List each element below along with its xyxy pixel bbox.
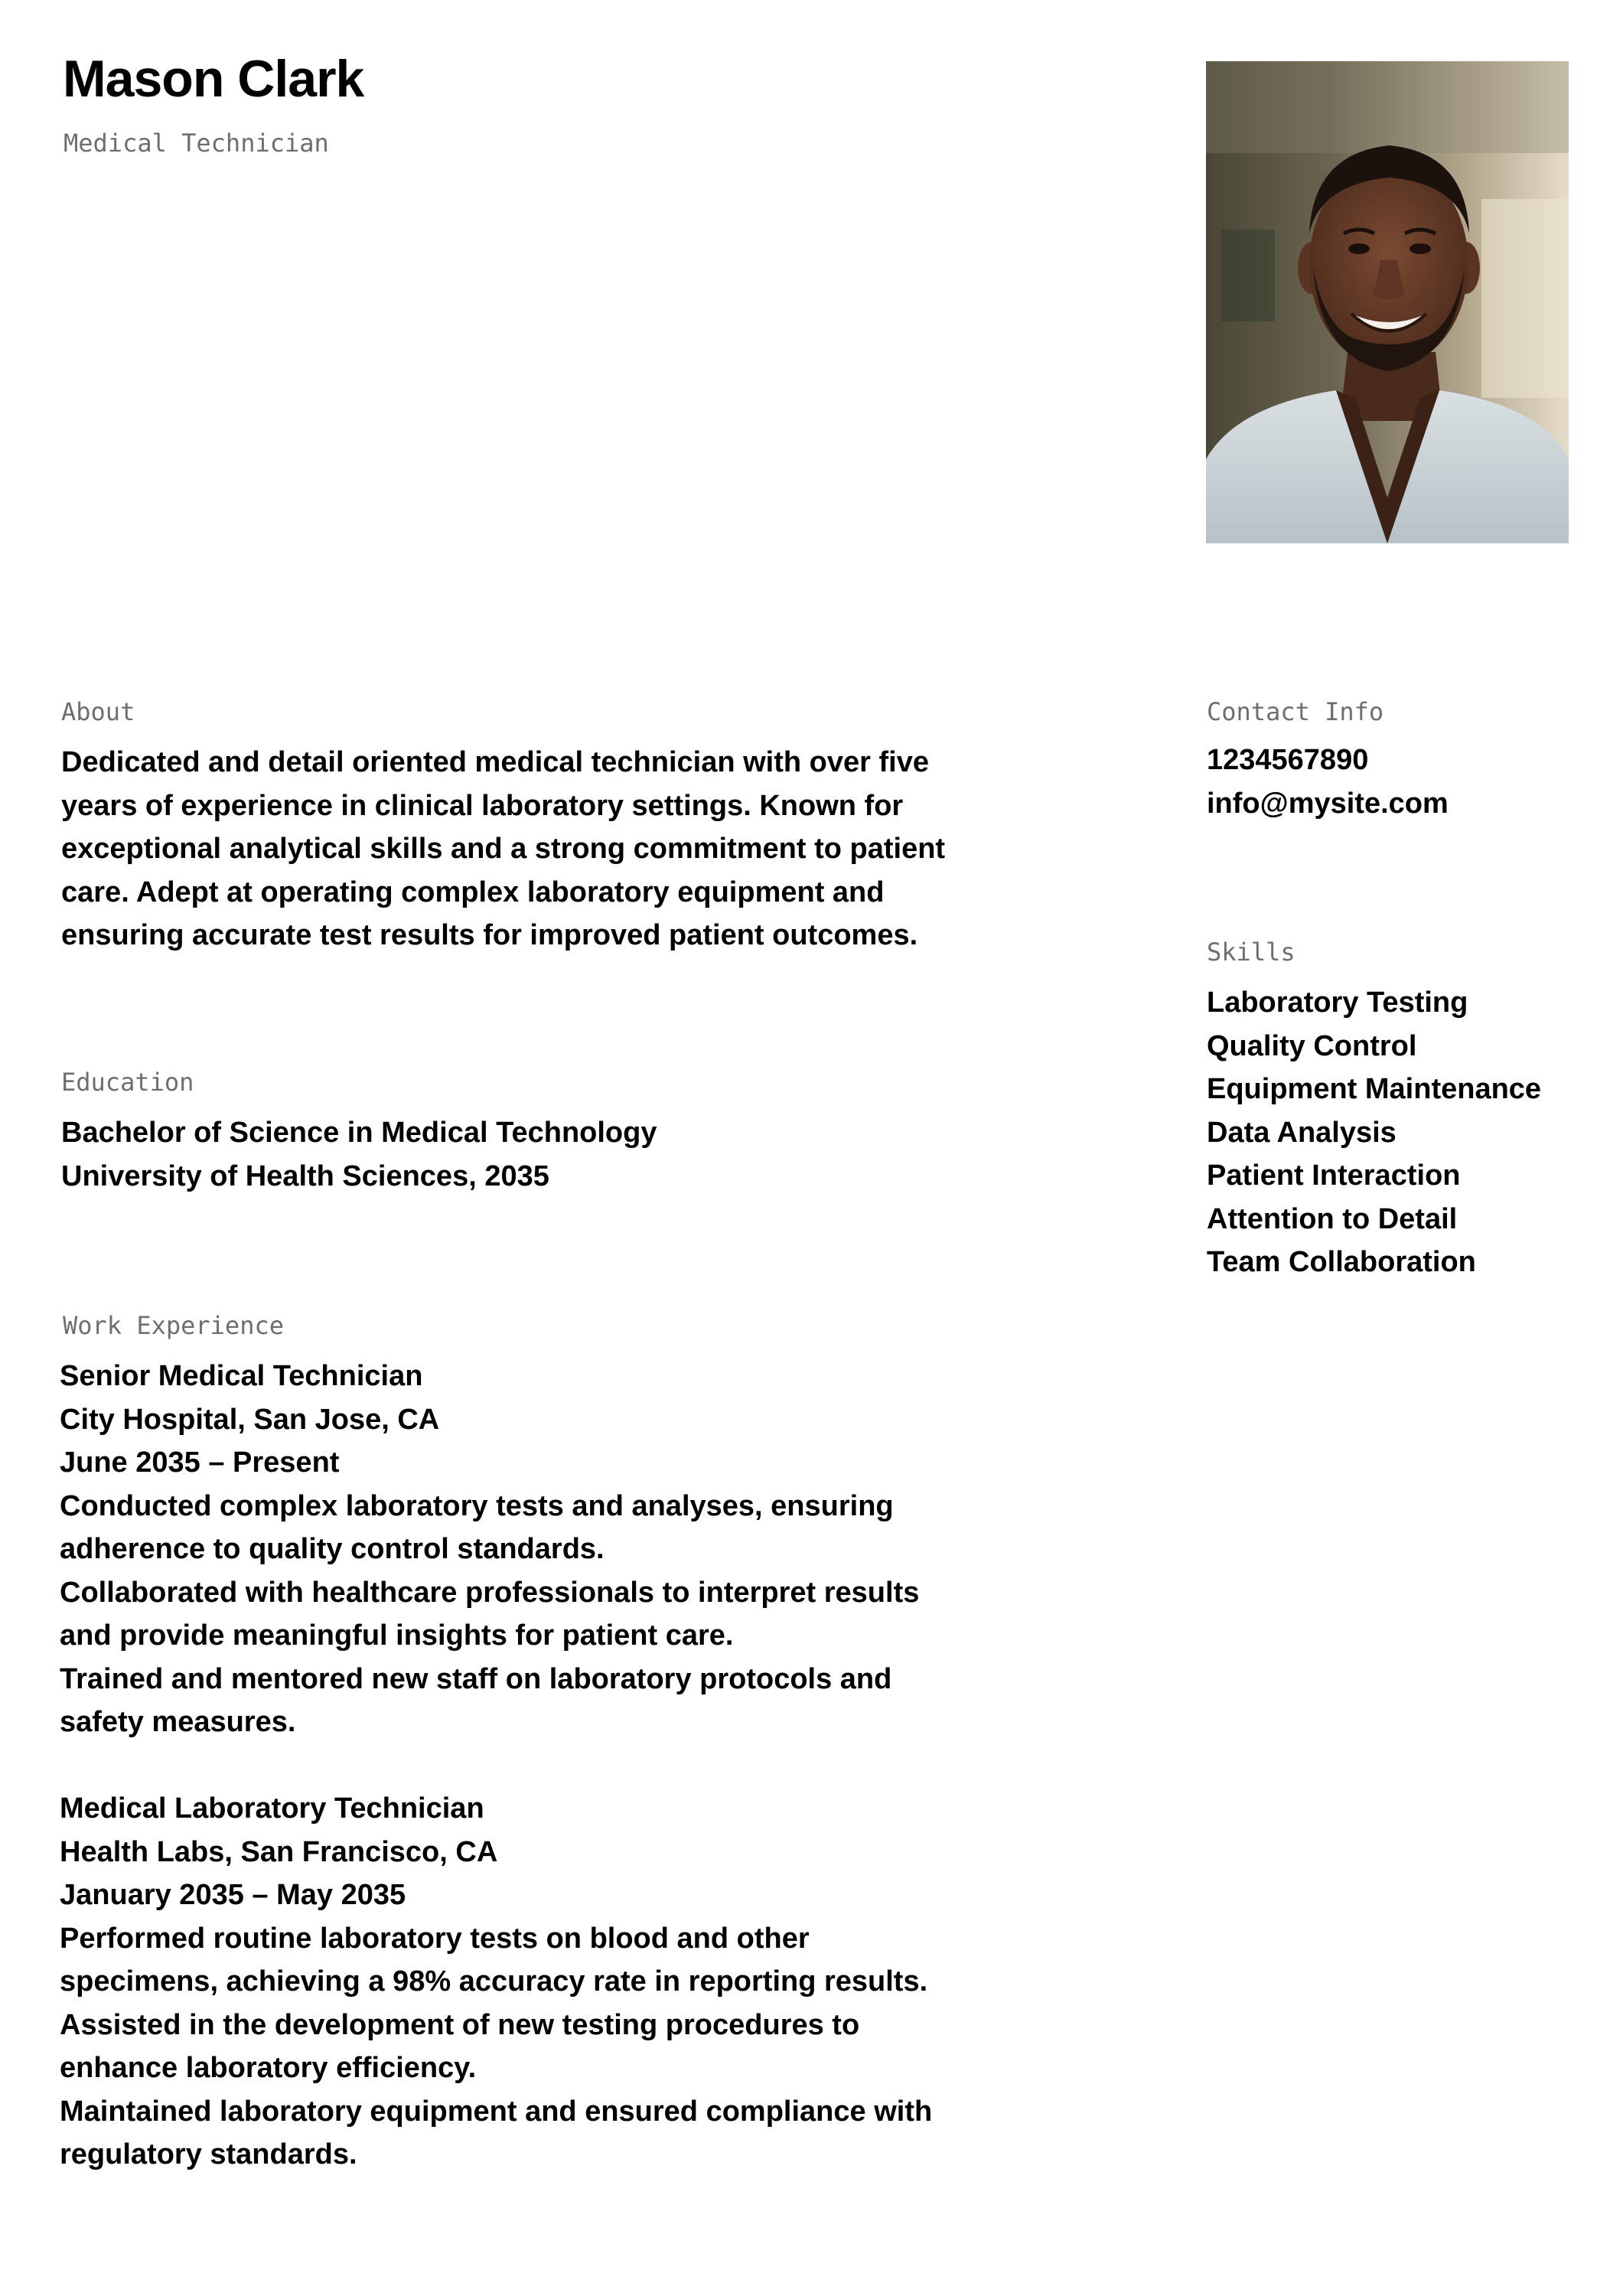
- job-dates: June 2035 – Present: [60, 1446, 340, 1479]
- skills-list: [1207, 981, 1541, 1284]
- contact-heading: Contact Info: [1207, 697, 1384, 726]
- job-bullet: adherence to quality control standards.: [60, 1533, 605, 1565]
- resume-name: Mason Clark: [63, 50, 364, 108]
- education-section: [61, 1111, 657, 1198]
- job-bullet: specimens, achieving a 98% accuracy rate in reporting results.: [60, 1965, 928, 1998]
- contact-email[interactable]: info@mysite.com: [1207, 787, 1449, 820]
- contact-phone[interactable]: 1234567890: [1207, 744, 1369, 776]
- education-school: University of Health Sciences, 2035: [61, 1159, 549, 1192]
- job-bullet: safety measures.: [60, 1706, 296, 1738]
- work-experience-section: [60, 1355, 932, 2177]
- profile-photo-image: [1206, 61, 1569, 543]
- job-bullet: Assisted in the development of new testing procedures to: [60, 2008, 860, 2041]
- about-text: Dedicated and detail oriented medical technician with over five years of experience in clinical laboratory settings. Known for exceptional analytical skills and a strong commitment to patient care. Adept at operating complex laboratory equipment and ensuring accurate test results for improved patient outcomes.: [61, 746, 946, 951]
- job-entry: [60, 1787, 932, 2177]
- job-company: Health Labs, San Francisco, CA: [60, 1835, 498, 1868]
- work-experience-heading: Work Experience: [63, 1311, 284, 1340]
- skill-item: Patient Interaction: [1207, 1159, 1461, 1192]
- skill-item: Laboratory Testing: [1207, 987, 1468, 1019]
- job-bullet: enhance laboratory efficiency.: [60, 2052, 477, 2084]
- job-title: Senior Medical Technician: [60, 1360, 423, 1392]
- skill-item: Quality Control: [1207, 1029, 1417, 1062]
- profile-photo: [1206, 61, 1569, 543]
- job-entry: [60, 1355, 932, 1744]
- job-dates: January 2035 – May 2035: [60, 1879, 406, 1911]
- job-bullet: and provide meaningful insights for patient care.: [60, 1619, 734, 1652]
- job-bullet: Maintained laboratory equipment and ensured compliance with: [60, 2095, 933, 2128]
- skills-heading: Skills: [1207, 938, 1295, 967]
- job-bullet: Conducted complex laboratory tests and analyses, ensuring: [60, 1489, 894, 1522]
- job-bullet: Performed routine laboratory tests on blood and other: [60, 1922, 810, 1955]
- skill-item: Data Analysis: [1207, 1116, 1396, 1149]
- job-company: City Hospital, San Jose, CA: [60, 1403, 440, 1436]
- education-degree: Bachelor of Science in Medical Technology: [61, 1117, 657, 1149]
- education-heading: Education: [61, 1068, 194, 1097]
- skill-item: Attention to Detail: [1207, 1202, 1458, 1235]
- skill-item: Equipment Maintenance: [1207, 1073, 1542, 1105]
- job-spacer: [60, 1744, 932, 1788]
- contact-section: [1207, 739, 1449, 825]
- resume-job-title: Medical Technician: [64, 129, 329, 158]
- about-section: [61, 741, 979, 957]
- job-bullet: Collaborated with healthcare professionals to interpret results: [60, 1576, 920, 1609]
- job-bullet: regulatory standards.: [60, 2138, 357, 2170]
- job-title: Medical Laboratory Technician: [60, 1792, 484, 1825]
- about-heading: About: [61, 697, 135, 726]
- job-bullet: Trained and mentored new staff on laboratory protocols and: [60, 1662, 892, 1695]
- skill-item: Team Collaboration: [1207, 1246, 1476, 1278]
